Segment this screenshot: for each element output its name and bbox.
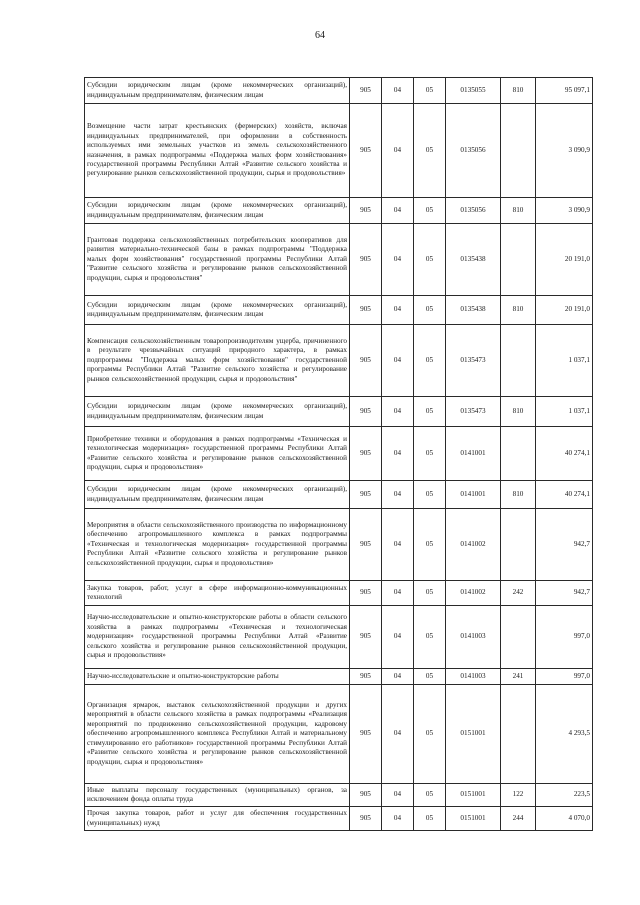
row-section-code: 04 bbox=[382, 198, 414, 224]
row-ministry-code: 905 bbox=[350, 509, 382, 581]
row-target-code: 0135056 bbox=[446, 104, 501, 198]
row-amount: 40 274,1 bbox=[536, 427, 593, 481]
row-section-code: 04 bbox=[382, 509, 414, 581]
row-expense-type-code bbox=[501, 509, 536, 581]
row-section-code: 04 bbox=[382, 685, 414, 784]
row-expense-type-code: 810 bbox=[501, 78, 536, 104]
row-section-code: 04 bbox=[382, 581, 414, 606]
row-ministry-code: 905 bbox=[350, 669, 382, 685]
row-section-code: 04 bbox=[382, 104, 414, 198]
row-section-code: 04 bbox=[382, 224, 414, 296]
table-row bbox=[85, 104, 593, 198]
row-subsection-code: 05 bbox=[414, 397, 446, 427]
row-name: Прочая закупка товаров, работ и услуг для обеспечения государственных (муниципальных) нужд bbox=[85, 807, 350, 831]
row-ministry-code: 905 bbox=[350, 685, 382, 784]
row-section-code: 04 bbox=[382, 807, 414, 831]
row-amount: 942,7 bbox=[536, 509, 593, 581]
row-expense-type-code: 810 bbox=[501, 296, 536, 325]
row-expense-type-code: 244 bbox=[501, 807, 536, 831]
table-row bbox=[85, 427, 593, 481]
row-subsection-code: 05 bbox=[414, 685, 446, 784]
row-amount: 20 191,0 bbox=[536, 224, 593, 296]
row-ministry-code: 905 bbox=[350, 807, 382, 831]
row-subsection-code: 05 bbox=[414, 807, 446, 831]
row-target-code: 0151001 bbox=[446, 784, 501, 807]
row-target-code: 0135473 bbox=[446, 325, 501, 397]
row-amount: 4 070,0 bbox=[536, 807, 593, 831]
budget-table bbox=[84, 77, 593, 831]
row-subsection-code: 05 bbox=[414, 296, 446, 325]
table-row bbox=[85, 606, 593, 669]
row-target-code: 0141003 bbox=[446, 606, 501, 669]
budget-table-body bbox=[85, 78, 593, 831]
row-expense-type-code bbox=[501, 325, 536, 397]
row-subsection-code: 05 bbox=[414, 606, 446, 669]
row-expense-type-code: 810 bbox=[501, 198, 536, 224]
row-name: Иные выплаты персоналу государственных (муниципальных) органов, за исключением фонда оплаты труда bbox=[85, 784, 350, 807]
row-expense-type-code: 122 bbox=[501, 784, 536, 807]
page-number: 64 bbox=[315, 30, 325, 41]
row-name: Организация ярмарок, выставок сельскохозяйственной продукции и других мероприятий в области сельского хозяйства в рамках подпрограммы «Реализация мероприятий по продвижению сельскохозяйственной продукции, кадровому обеспечению агропромышленного комплекса Республики Алтай и материальному стимулированию его работников» государственной программы Республики Алтай «Развитие сельского хозяйства и регулирование рынков сельскохозяйственной продукции, сырья и продовольствия» bbox=[85, 685, 350, 784]
row-amount: 997,0 bbox=[536, 669, 593, 685]
row-amount: 4 293,5 bbox=[536, 685, 593, 784]
row-name: Приобретение техники и оборудования в рамках подпрограммы «Техническая и технологическая модернизация» государственной программы Республики Алтай «Развитие сельского хозяйства и регулирование рынков сельскохозяйственной продукции, сырья и продовольствия» bbox=[85, 427, 350, 481]
table-row bbox=[85, 784, 593, 807]
row-section-code: 04 bbox=[382, 481, 414, 509]
row-ministry-code: 905 bbox=[350, 78, 382, 104]
row-expense-type-code: 241 bbox=[501, 669, 536, 685]
row-subsection-code: 05 bbox=[414, 325, 446, 397]
row-expense-type-code bbox=[501, 224, 536, 296]
row-section-code: 04 bbox=[382, 296, 414, 325]
row-amount: 997,0 bbox=[536, 606, 593, 669]
row-target-code: 0135438 bbox=[446, 296, 501, 325]
row-target-code: 0141001 bbox=[446, 427, 501, 481]
row-name: Субсидии юридическим лицам (кроме некоммерческих организаций), индивидуальным предпринимателям, физическим лицам bbox=[85, 198, 350, 224]
row-subsection-code: 05 bbox=[414, 198, 446, 224]
row-target-code: 0135056 bbox=[446, 198, 501, 224]
row-expense-type-code bbox=[501, 606, 536, 669]
row-subsection-code: 05 bbox=[414, 224, 446, 296]
row-ministry-code: 905 bbox=[350, 427, 382, 481]
row-expense-type-code bbox=[501, 104, 536, 198]
row-section-code: 04 bbox=[382, 325, 414, 397]
row-amount: 1 037,1 bbox=[536, 397, 593, 427]
row-amount: 20 191,0 bbox=[536, 296, 593, 325]
row-ministry-code: 905 bbox=[350, 481, 382, 509]
row-section-code: 04 bbox=[382, 669, 414, 685]
row-name: Субсидии юридическим лицам (кроме некоммерческих организаций), индивидуальным предпринимателям, физическим лицам bbox=[85, 78, 350, 104]
table-row bbox=[85, 198, 593, 224]
table-row bbox=[85, 509, 593, 581]
row-target-code: 0141001 bbox=[446, 481, 501, 509]
row-target-code: 0151001 bbox=[446, 685, 501, 784]
row-subsection-code: 05 bbox=[414, 78, 446, 104]
row-expense-type-code: 242 bbox=[501, 581, 536, 606]
row-amount: 223,5 bbox=[536, 784, 593, 807]
row-name: Мероприятия в области сельскохозяйственного производства по информационному обеспечению агропромышленного комплекса в рамках подпрограммы «Техническая и технологическая модернизация» государственной программы Республики Алтай «Развитие сельского хозяйства и регулирование рынков сельскохозяйственной продукции, сырья и продовольствия» bbox=[85, 509, 350, 581]
row-subsection-code: 05 bbox=[414, 427, 446, 481]
row-name: Научно-исследовательские и опытно-конструкторские работы bbox=[85, 669, 350, 685]
table-row bbox=[85, 78, 593, 104]
row-ministry-code: 905 bbox=[350, 104, 382, 198]
table-row bbox=[85, 397, 593, 427]
row-name: Возмещение части затрат крестьянских (фермерских) хозяйств, включая индивидуальных предпринимателей, при оформлении в собственность используемых ими земельных участков из земель сельскохозяйственного назначения, в рамках подпрограммы «Поддержка малых форм хозяйствования» государственной программы Республики Алтай «Развитие сельского хозяйства и регулирование рынков сельскохозяйственной продукции, сырья и продовольствия» bbox=[85, 104, 350, 198]
row-target-code: 0151001 bbox=[446, 807, 501, 831]
row-amount: 95 097,1 bbox=[536, 78, 593, 104]
row-ministry-code: 905 bbox=[350, 296, 382, 325]
row-expense-type-code bbox=[501, 685, 536, 784]
row-section-code: 04 bbox=[382, 427, 414, 481]
row-subsection-code: 05 bbox=[414, 509, 446, 581]
row-section-code: 04 bbox=[382, 78, 414, 104]
row-subsection-code: 05 bbox=[414, 481, 446, 509]
row-amount: 3 090,9 bbox=[536, 198, 593, 224]
row-expense-type-code: 810 bbox=[501, 397, 536, 427]
row-amount: 3 090,9 bbox=[536, 104, 593, 198]
row-amount: 942,7 bbox=[536, 581, 593, 606]
row-target-code: 0141002 bbox=[446, 509, 501, 581]
table-row bbox=[85, 685, 593, 784]
row-section-code: 04 bbox=[382, 606, 414, 669]
row-subsection-code: 05 bbox=[414, 669, 446, 685]
table-row bbox=[85, 807, 593, 831]
row-name: Компенсация сельскохозяйственным товаропроизводителям ущерба, причиненного в результате чрезвычайных ситуаций природного характера, в рамках подпрограммы "Поддержка малых форм хозяйствования" государственной программы Республики Алтай "Развитие сельского хозяйства и регулирование рынков сельскохозяйственной продукции, сырья и продовольствия" bbox=[85, 325, 350, 397]
row-ministry-code: 905 bbox=[350, 784, 382, 807]
row-ministry-code: 905 bbox=[350, 224, 382, 296]
row-target-code: 0135438 bbox=[446, 224, 501, 296]
row-section-code: 04 bbox=[382, 397, 414, 427]
table-row bbox=[85, 669, 593, 685]
row-ministry-code: 905 bbox=[350, 397, 382, 427]
row-ministry-code: 905 bbox=[350, 325, 382, 397]
row-expense-type-code: 810 bbox=[501, 481, 536, 509]
row-section-code: 04 bbox=[382, 784, 414, 807]
row-subsection-code: 05 bbox=[414, 784, 446, 807]
row-subsection-code: 05 bbox=[414, 581, 446, 606]
row-target-code: 0141002 bbox=[446, 581, 501, 606]
row-ministry-code: 905 bbox=[350, 198, 382, 224]
row-amount: 40 274,1 bbox=[536, 481, 593, 509]
row-name: Субсидии юридическим лицам (кроме некоммерческих организаций), индивидуальным предпринимателям, физическим лицам bbox=[85, 296, 350, 325]
row-target-code: 0135055 bbox=[446, 78, 501, 104]
row-ministry-code: 905 bbox=[350, 581, 382, 606]
table-row bbox=[85, 481, 593, 509]
row-name: Научно-исследовательские и опытно-конструкторские работы в области сельского хозяйства в рамках подпрограммы «Техническая и технологическая модернизация» государственной программы Республики Алтай «Развитие сельского хозяйства и регулирование рынков сельскохозяйственной продукции, сырья и продовольствия» bbox=[85, 606, 350, 669]
row-name: Грантовая поддержка сельскохозяйственных потребительских кооперативов для развития материально-технической базы в рамках подпрограммы "Поддержка малых форм хозяйствования" государственной программы Республики Алтай "Развитие сельского хозяйства и регулирование рынков сельскохозяйственной продукции, сырья и продовольствия" bbox=[85, 224, 350, 296]
row-amount: 1 037,1 bbox=[536, 325, 593, 397]
row-name: Субсидии юридическим лицам (кроме некоммерческих организаций), индивидуальным предпринимателям, физическим лицам bbox=[85, 397, 350, 427]
table-row bbox=[85, 296, 593, 325]
row-expense-type-code bbox=[501, 427, 536, 481]
row-target-code: 0141003 bbox=[446, 669, 501, 685]
table-row bbox=[85, 581, 593, 606]
row-name: Закупка товаров, работ, услуг в сфере информационно-коммуникационных технологий bbox=[85, 581, 350, 606]
row-subsection-code: 05 bbox=[414, 104, 446, 198]
row-target-code: 0135473 bbox=[446, 397, 501, 427]
table-row bbox=[85, 325, 593, 397]
row-name: Субсидии юридическим лицам (кроме некоммерческих организаций), индивидуальным предпринимателям, физическим лицам bbox=[85, 481, 350, 509]
row-ministry-code: 905 bbox=[350, 606, 382, 669]
table-row bbox=[85, 224, 593, 296]
